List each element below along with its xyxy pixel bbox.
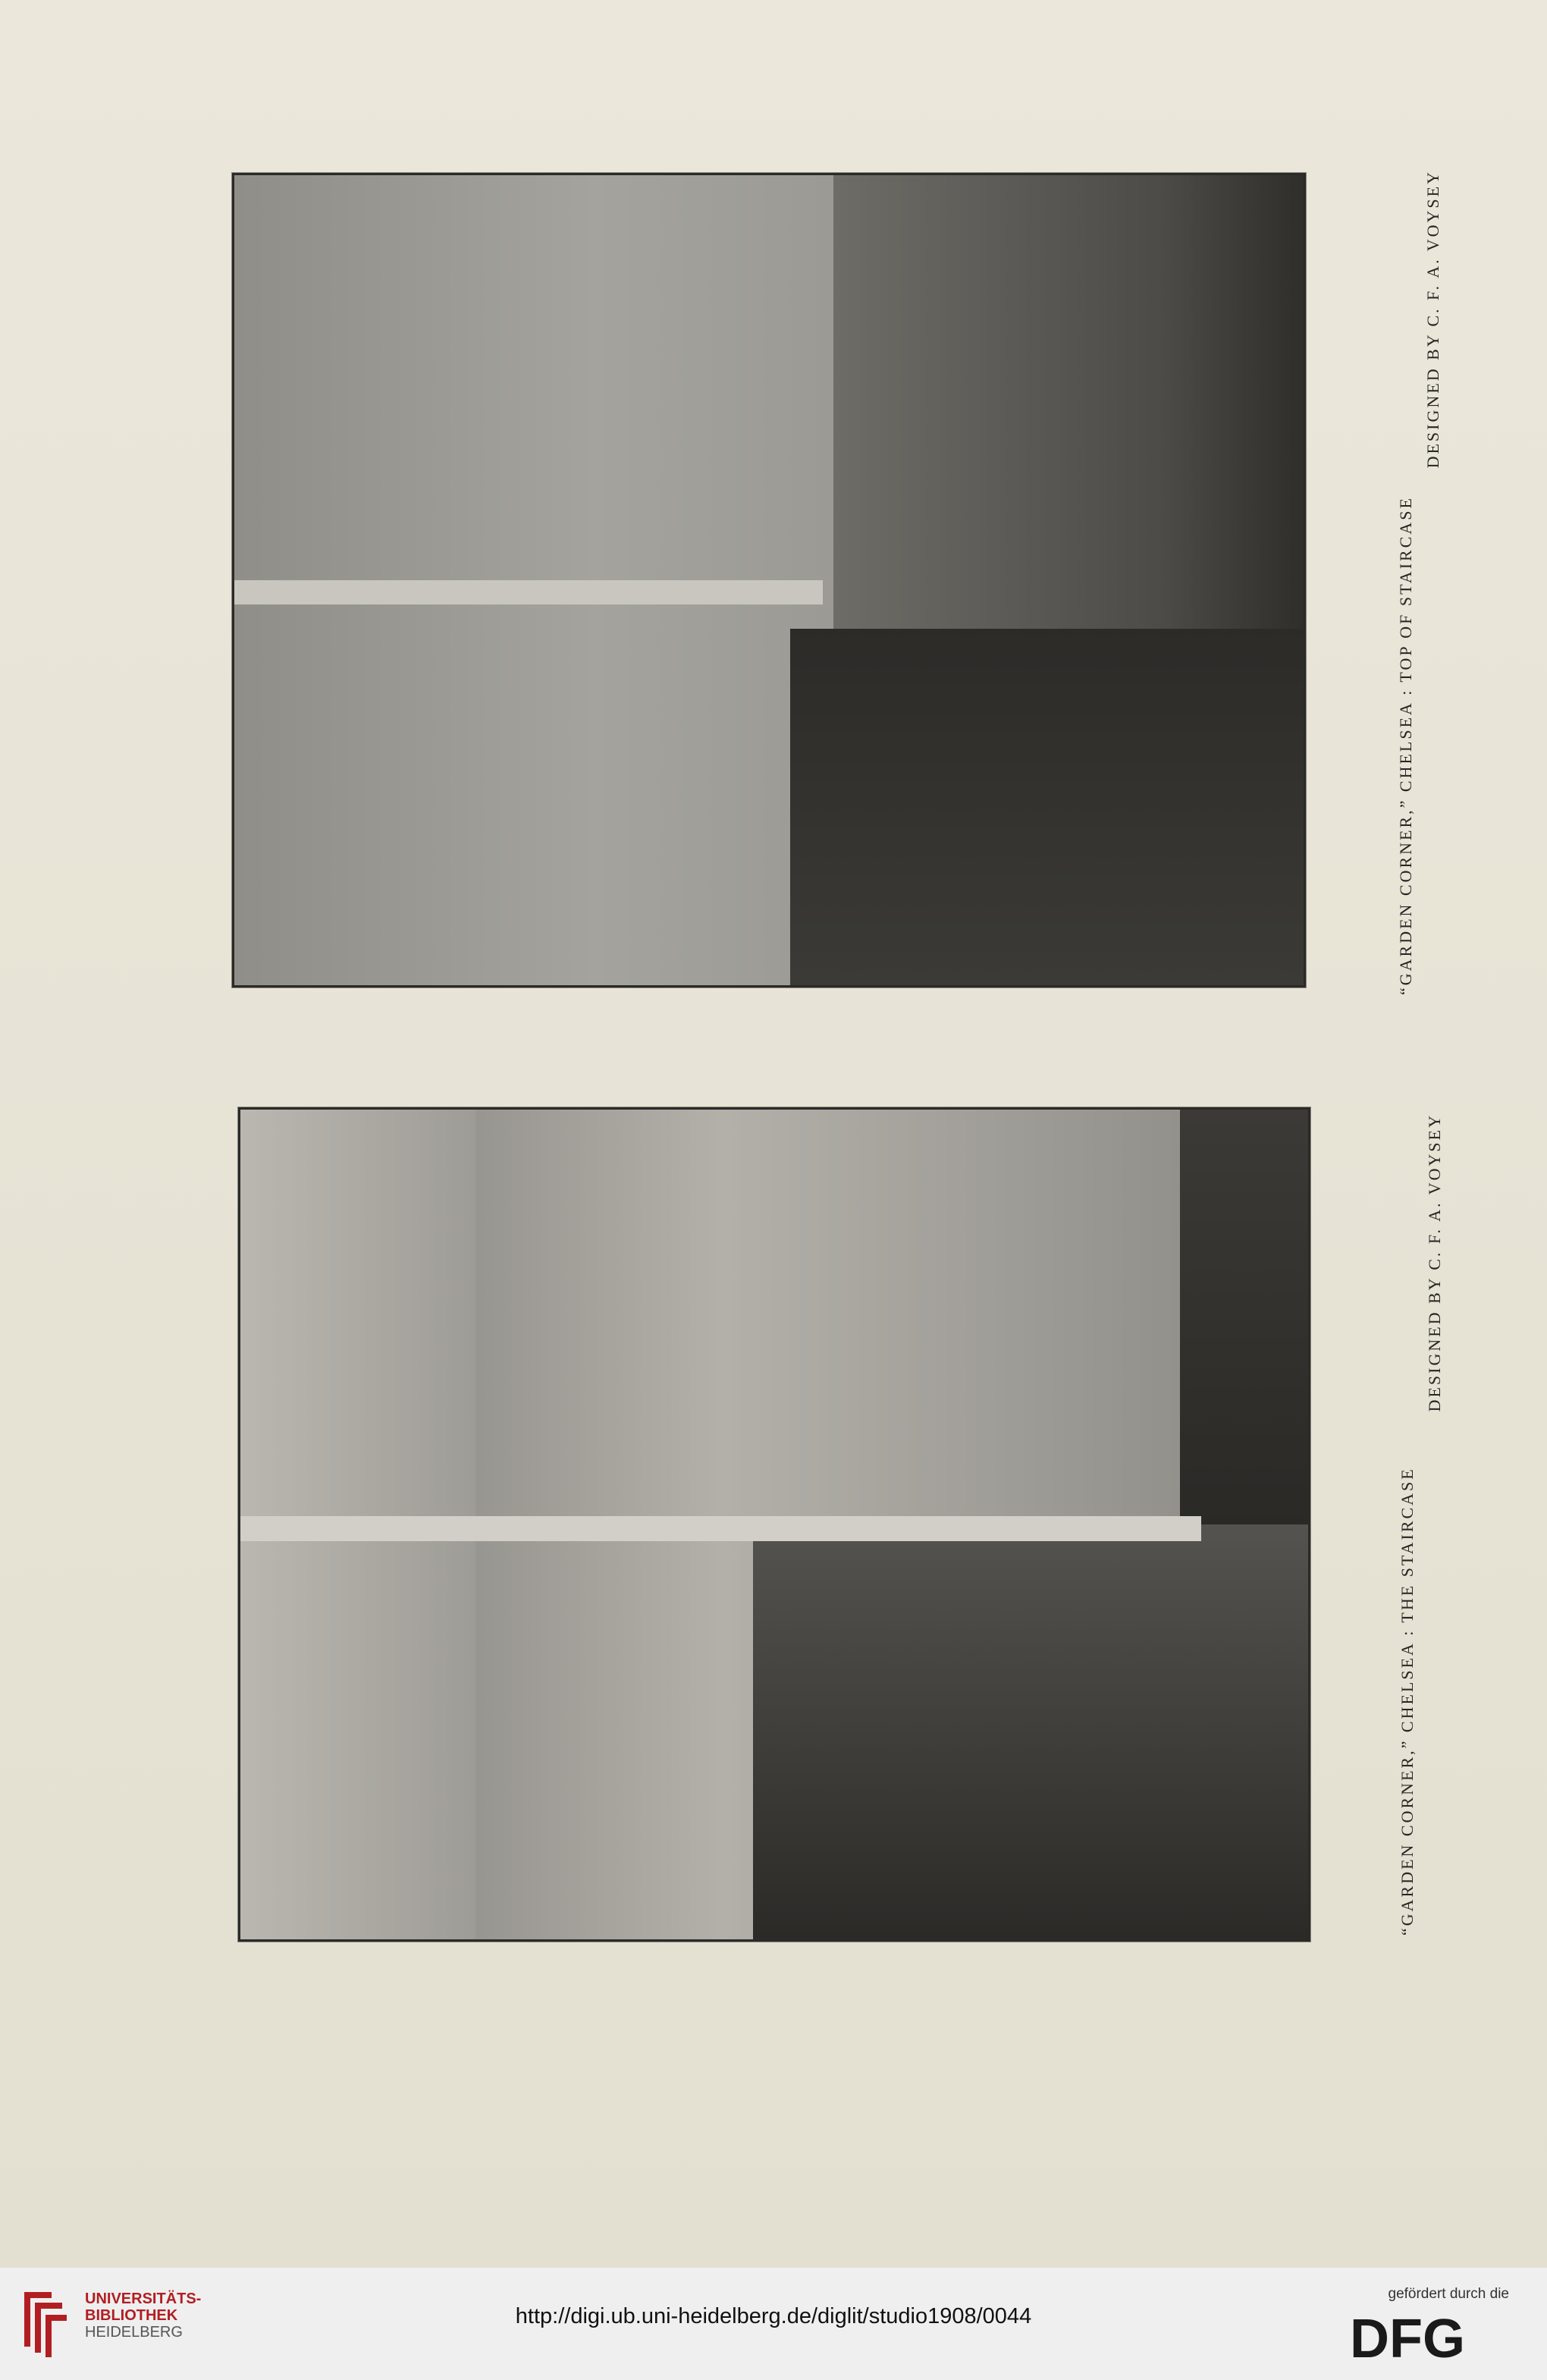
footer-bar [0, 2268, 1547, 2380]
university-library-logo-icon[interactable] [17, 2284, 74, 2360]
library-name-line: BIBLIOTHEK [85, 2307, 178, 2324]
funder-label: gefördert durch die [1388, 2286, 1509, 2302]
photo-top-of-staircase [232, 173, 1306, 987]
caption-credit: DESIGNED BY C. F. A. VOYSEY [1423, 170, 1442, 469]
library-name-line: UNIVERSITÄTS- [85, 2291, 202, 2307]
library-name-line: HEIDELBERG [85, 2324, 183, 2341]
caption-bottom-plate [1394, 1113, 1448, 1936]
permalink-url[interactable]: http://digi.ub.uni-heidelberg.de/diglit/studio1908/0044 [515, 2304, 1032, 2328]
university-library-name[interactable] [85, 2291, 201, 2341]
photo-region [753, 1524, 1308, 1939]
photo-region [1180, 1110, 1308, 1524]
dfg-logo-icon[interactable] [1350, 2309, 1498, 2365]
caption-title: “GARDEN CORNER,” CHELSEA : TOP OF STAIRCASE [1396, 496, 1415, 995]
caption-title: “GARDEN CORNER,” CHELSEA : THE STAIRCASE [1398, 1467, 1417, 1936]
photo-the-staircase [238, 1107, 1310, 1942]
photo-region [234, 580, 823, 604]
caption-credit: DESIGNED BY C. F. A. VOYSEY [1425, 1113, 1444, 1412]
photo-region [790, 629, 1304, 985]
photo-region [240, 1516, 1201, 1541]
caption-top-plate [1392, 170, 1447, 995]
dfg-logo-text: DFG [1350, 2309, 1465, 2365]
